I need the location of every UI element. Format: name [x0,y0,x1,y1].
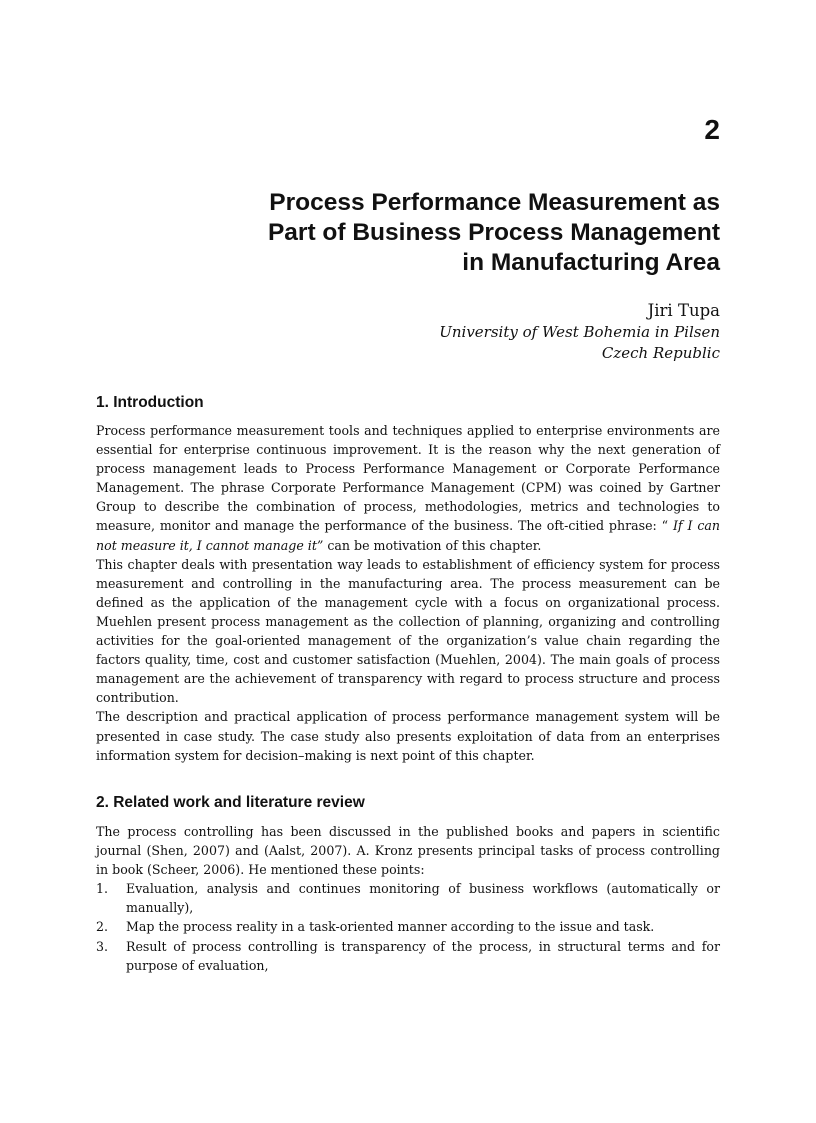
title-line: Process Performance Measurement as [269,189,720,216]
title-line: Part of Business Process Management [267,219,720,246]
chapter-number: 2 [704,114,720,145]
list-number: 1. [96,881,109,897]
related-paragraph-1: The process controlling has been discussed in the published books and papers in scientific journal (Shen, 2007) and (Aalst, 2007). A. Kronz presents principal tasks of process controlling in book (Scheer, 2006). He mentioned these points: [96,824,720,878]
introduction-body [96,421,720,765]
list-item-text: Evaluation, analysis and continues monitoring of business workflows (automatically or manually), [126,881,720,916]
intro-paragraph-3: The description and practical application of process performance management system will be presented in case study. The case study also presents exploitation of data from an enterprises information system for decision–making is next point of this chapter. [96,709,720,763]
section-heading-related-work: 2. Related work and literature review [96,794,365,811]
related-work-body [96,822,720,975]
author-block [300,299,720,364]
section-heading-introduction: 1. Introduction [96,394,204,411]
list-number: 2. [96,919,109,935]
list-item-text: Result of process controlling is transparency of the process, in structural terms and for purpose of evaluation, [126,938,720,973]
chapter-title [160,188,720,278]
author-name: Jiri Tupa [647,301,720,320]
author-affiliation: University of West Bohemia in Pilsen [439,323,720,341]
author-country: Czech Republic [601,344,720,362]
list-number: 3. [96,938,109,954]
list-item [96,937,720,975]
list-item-text: Map the process reality in a task-oriented manner according to the issue and task. [126,919,655,935]
intro-paragraph-1 [96,421,720,555]
intro-quote: If I can not measure it, I cannot manage it” [96,518,720,553]
list-item [96,917,720,936]
list-item [96,879,720,917]
title-line: in Manufacturing Area [462,249,720,276]
intro-para1-text: Process performance measurement tools and techniques applied to enterprise environments are essential for enterprise continuous improvement. It is the reason why the next generation of process management leads to Process Performance Management or Corporate Performance Management. The phrase Corporate Performance Management (CPM) was coined by Gartner Group to describe the combination of process, methodologies, metrics and technologies to measure, monitor and manage the performance of the business. The oft-citied phrase: “ [96,423,720,534]
intro-para1-tail: can be motivation of this chapter. [323,537,542,553]
numbered-list [96,879,720,974]
intro-paragraph-2: This chapter deals with presentation way leads to establishment of efficiency system for process measurement and controlling in the manufacturing area. The process measurement can be defined as the application of the management cycle with a focus on organizational process. Muehlen present process management as the collection of planning, organizing and controlling activities for the goal-oriented management of the organization’s value chain regarding the factors quality, time, cost and customer satisfaction (Muehlen, 2004). The main goals of process management are the achievement of transparency with regard to process structure and process contribution. [96,556,720,706]
